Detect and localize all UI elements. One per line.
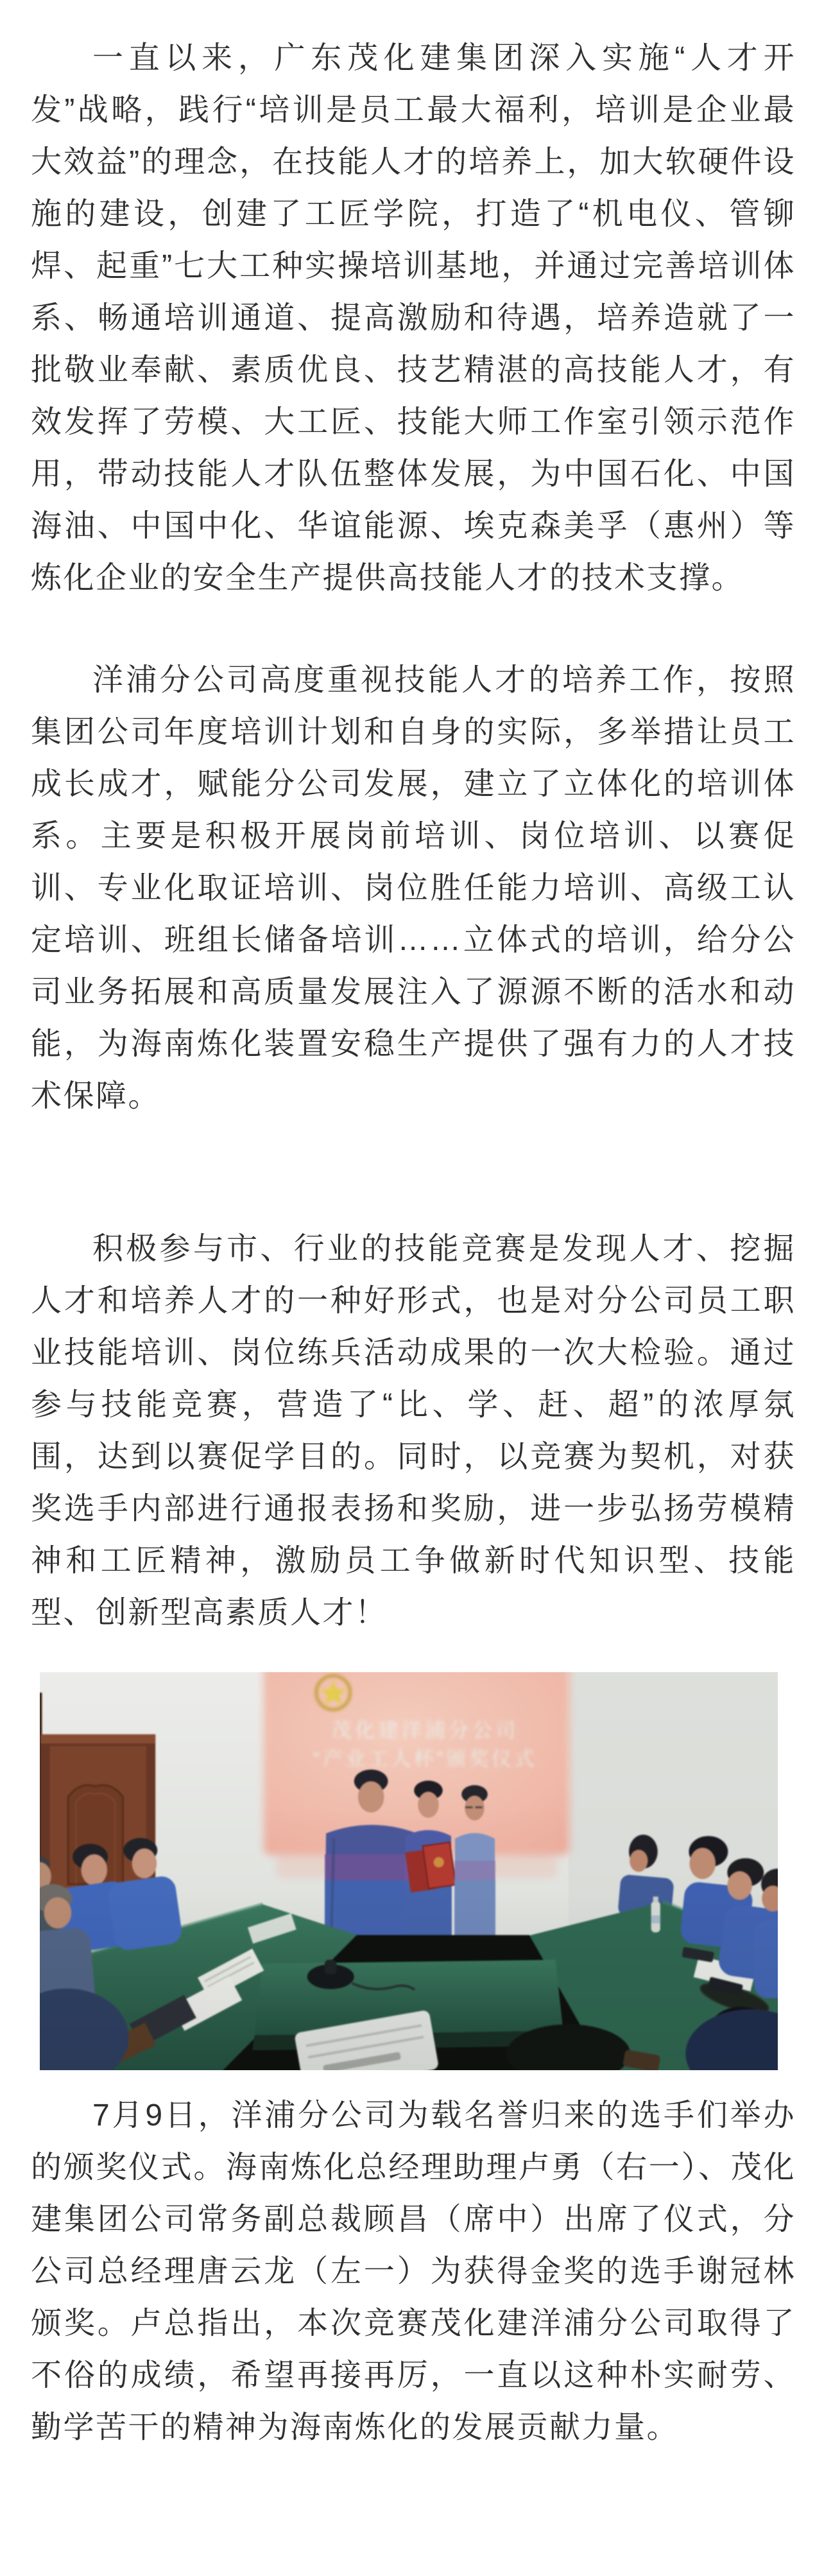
photo-caption-paragraph: 7月9日，洋浦分公司为载名誉归来的选手们举办的颁奖仪式。海南炼化总经理助理卢勇（右一）、茂化建集团公司常务副总裁顾昌（席中）出席了仪式，分公司总经理唐云龙（左一）为获得金奖的选手谢冠林颁奖。卢总指出，本次竞赛茂化建洋浦分公司取得了不俗的成绩，希望再接再厉，一直以这种朴实耐劳、勤学苦干的精神为海南炼化的发展贡献力量。 xyxy=(31,2098,796,2444)
paragraph-1: 一直以来，广东茂化建集团深入实施“人才开发”战略，践行“培训是员工最大福利，培训是企业最大效益”的理念，在技能人才的培养上，加大软硬件设施的建设，创建了工匠学院，打造了“机电仪、管铆焊、起重”七大工种实操培训基地，并通过完善培训体系、畅通培训通道、提高激励和待遇，培养造就了一批敬业奉献、素质优良、技艺精湛的高技能人才，有效发挥了劳模、大工匠、技能大师工作室引领示范作用，带动技能人才队伍整体发展，为中国石化、中国海油、中国中化、华谊能源、埃克森美孚（惠州）等炼化企业的安全生产提供高技能人才的技术支撑。 xyxy=(31,41,796,595)
paragraph-3: 积极参与市、行业的技能竞赛是发现人才、挖掘人才和培养人才的一种好形式，也是对分公司员工职业技能培训、岗位练兵活动成果的一次大检验。通过参与技能竞赛，营造了“比、学、赶、超”的浓厚氛围，达到以赛促学目的。同时，以竞赛为契机，对获奖选手内部进行通报表扬和奖励，进一步弘扬劳模精神和工匠精神，激励员工争做新时代知识型、技能型、创新型高素质人才！ xyxy=(31,1232,796,1630)
paragraph-2: 洋浦分公司高度重视技能人才的培养工作，按照集团公司年度培训计划和自身的实际，多举措让员工成长成才，赋能分公司发展，建立了立体化的培训体系。主要是积极开展岗前培训、岗位培训、以赛促训、专业化取证培训、岗位胜任能力培训、高级工认定培训、班组长储备培训……立体式的培训，给分公司业务拓展和高质量发展注入了源源不断的活水和动能，为海南炼化装置安稳生产提供了强有力的人才技术保障。 xyxy=(31,663,796,1113)
ceremony-photo[interactable] xyxy=(40,1672,778,2070)
ceremony-photo-graphic xyxy=(40,1672,778,2070)
